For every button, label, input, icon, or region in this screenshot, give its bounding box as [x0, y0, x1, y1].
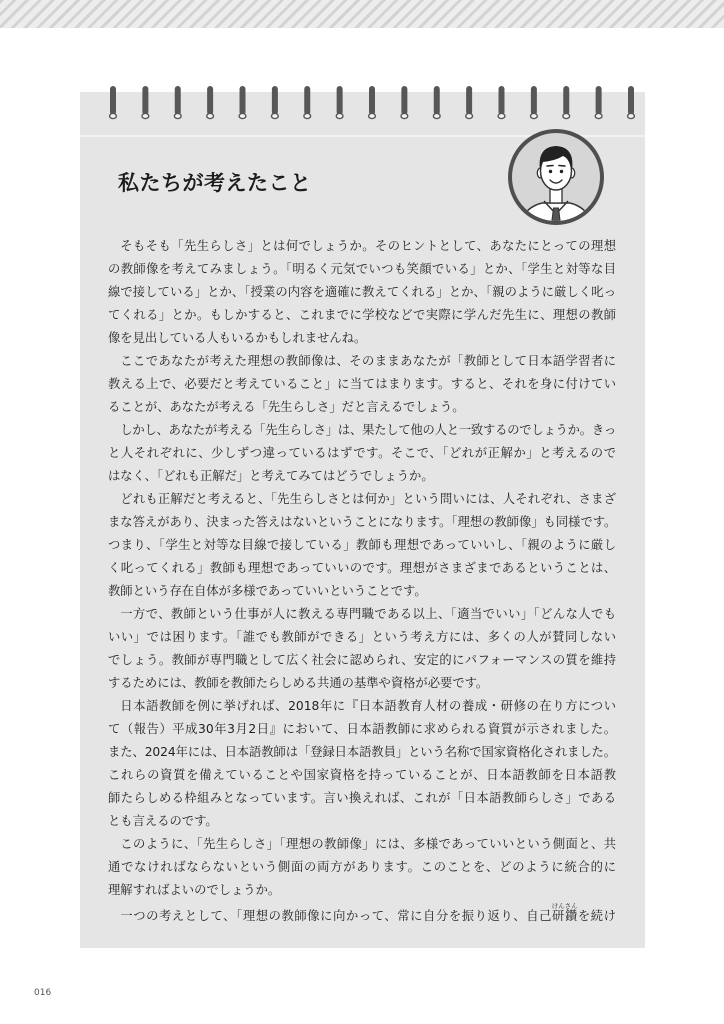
body-line: 日本語教師を例に挙げれば、2018年に『日本語教育人材の養成・研修の在り方につい	[120, 699, 616, 713]
paragraph	[108, 419, 616, 488]
paragraph	[108, 695, 616, 833]
ruby-reading: けんさん	[551, 902, 578, 910]
binding-ring	[174, 86, 181, 119]
binding-ring	[142, 86, 149, 119]
binding-ring	[530, 86, 537, 119]
binding-ring	[466, 86, 473, 119]
binding-ring	[595, 86, 602, 119]
binding-ring	[433, 86, 440, 119]
body-line: とも言えるのです。	[108, 814, 218, 828]
body-line: これらの資質を備えていることや国家資格を持っていることが、日本語教師を日本語教	[108, 768, 616, 782]
body-line: また、2024年には、日本語教師は「登録日本語教員」という名称で国家資格化されました。	[108, 745, 616, 759]
body-line: 理解すればよいのでしょうか。	[108, 883, 281, 897]
body-line: そもそも「先生らしさ」とは何でしょうか。そのヒントとして、あなたにとっての理想	[120, 239, 616, 253]
ruby-base: 研鑽	[551, 909, 578, 923]
binding-ring	[304, 86, 311, 119]
body-line: 教師という存在自体が多様であっていいということです。	[108, 584, 427, 598]
body-text	[108, 235, 616, 925]
body-line: の教師像を考えてみましょう。「明るく元気でいつも笑顔でいる」とか、「学生と対等な目	[108, 262, 616, 276]
body-line: 教える上で、必要だと考えていること」に当てはまります。すると、それを身に付けてい	[108, 377, 616, 391]
notepad-panel	[80, 92, 645, 948]
paragraph	[108, 902, 616, 925]
ruby-line-after: を続け	[577, 909, 616, 923]
avatar-eye-left	[549, 170, 552, 173]
body-line: でしょう。教師が専門職として広く社会に認められ、安定的にパフォーマンスの質を維持	[108, 653, 616, 667]
paragraph	[108, 488, 616, 603]
paragraph	[108, 833, 616, 902]
binding-ring	[369, 86, 376, 119]
avatar-illustration	[506, 126, 606, 228]
binding-ring	[207, 86, 214, 119]
section-title: 私たちが考えたこと	[118, 171, 312, 195]
body-line: どれも正解だと考えると、「先生らしさとは何か」という問いには、人それぞれ、さまざ	[120, 492, 616, 506]
body-line-with-ruby	[108, 902, 616, 925]
body-line: 一方で、教師という仕事が人に教える専門職である以上、「適当でいい」「どんな人でも	[120, 607, 616, 621]
teacher-avatar-icon	[506, 126, 606, 228]
binding-ring	[110, 86, 117, 119]
binding-ring	[239, 86, 246, 119]
body-line: まな答えがあり、決まった答えはないということになります。「理想の教師像」も同様です。	[108, 515, 617, 529]
binding-ring	[498, 86, 505, 119]
body-line: て（報告）平成30年3月2日』において、日本語教師に求められる資質が示されました。	[108, 722, 616, 736]
body-line: 像を見出している人もいるかもしれませんね。	[108, 331, 367, 345]
body-line: ることが、あなたが考える「先生らしさ」だと言えるでしょう。	[108, 400, 465, 414]
body-line: と人それぞれに、少しずつ違っているはずです。そこで、「どれが正解か」と考えるので	[108, 446, 616, 460]
body-line: つまり、「学生と対等な目線で接している」教師も理想であっていいし、「親のように厳し	[108, 538, 616, 552]
body-line: このように、「先生らしさ」「理想の教師像」には、多様であっていいという側面と、共	[120, 837, 616, 851]
body-line: するためには、教師を教師たらしめる共通の基準や資格が必要です。	[108, 676, 489, 690]
page-number: 016	[34, 988, 52, 998]
body-line: いい」では困ります。「誰でも教師ができる」という考え方には、多くの人が賛同しない	[108, 630, 616, 644]
ruby-word	[551, 902, 578, 923]
binding-ring	[271, 86, 278, 119]
body-line: 線で接している」とか、「授業の内容を適確に教えてくれる」とか、「親のように厳しく叱っ	[108, 285, 616, 299]
paragraph	[108, 350, 616, 419]
body-line: はなく、「どれも正解だ」と考えてみてはどうでしょうか。	[108, 469, 434, 483]
body-line: しかし、あなたが考える「先生らしさ」は、果たして他の人と一致するのでしょうか。きっ	[120, 423, 616, 437]
binding-ring	[401, 86, 408, 119]
body-line: 師たらしめる枠組みとなっています。言い換えれば、これが「日本語教師らしさ」である	[108, 791, 616, 805]
body-line: く叱ってくれる」教師も理想であっていいのです。理想がさまざまであるということは、	[108, 561, 616, 575]
binding-ring	[628, 86, 635, 119]
paragraph	[108, 235, 616, 350]
ruby-line-before: 一つの考えとして、「理想の教師像に向かって、常に自分を振り返り、自己	[120, 909, 552, 923]
paragraph	[108, 603, 616, 695]
avatar-eye-right	[560, 170, 563, 173]
header-stripe-band	[0, 0, 724, 28]
body-line: てくれる」とか。もしかすると、これまでに学校などで実際に学んだ先生に、理想の教師	[108, 308, 616, 322]
binding-ring	[563, 86, 570, 119]
binding-ring	[336, 86, 343, 119]
body-line: 通でなければならないという側面の両方があります。このことを、どのように統合的に	[108, 860, 616, 874]
spiral-binding	[80, 80, 645, 130]
body-line: ここであなたが考えた理想の教師像は、そのままあなたが「教師として日本語学習者に	[120, 354, 616, 368]
